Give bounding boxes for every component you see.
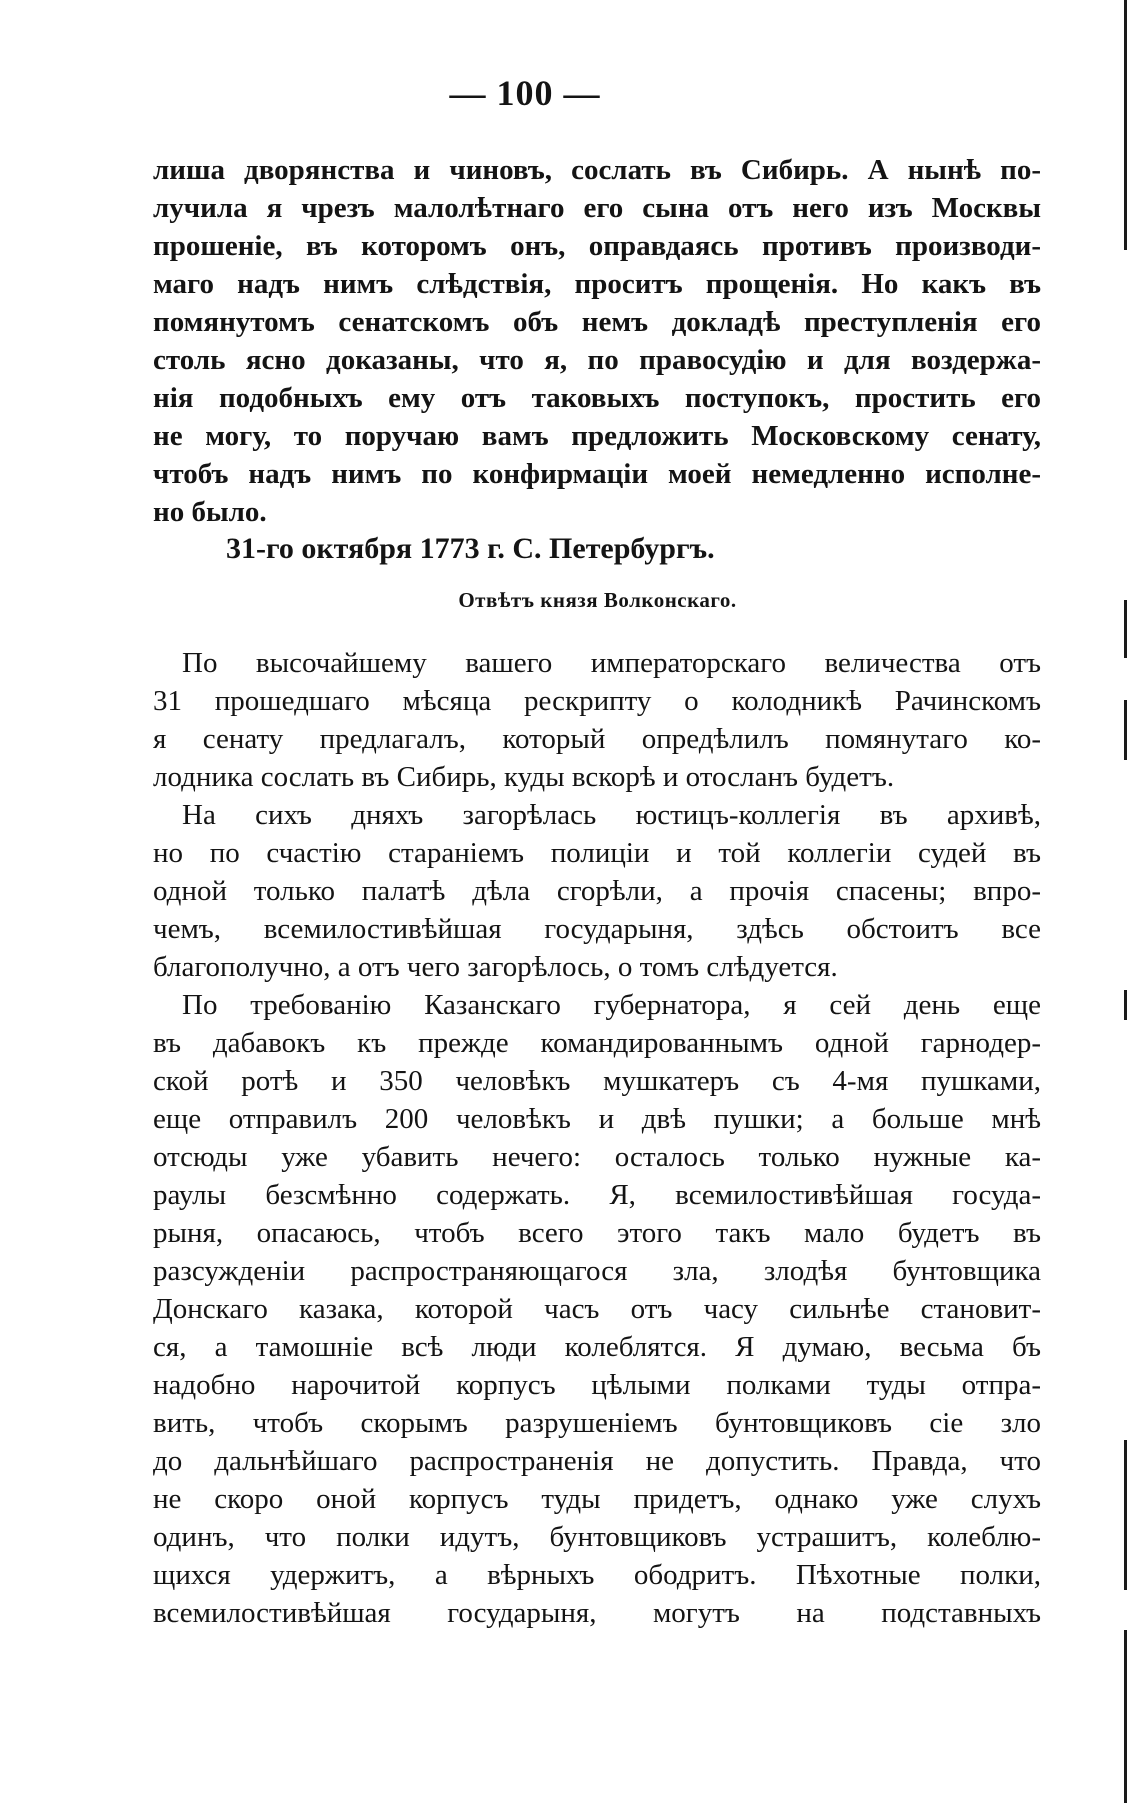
text-line: разсужденіи распространяющагося зла, злодѣя бунтовщика xyxy=(153,1255,1041,1287)
text-line: я сенату предлагалъ, который опредѣлилъ помянутаго ко- xyxy=(153,723,1041,755)
text-line: ской ротѣ и 350 человѣкъ мушкатеръ съ 4-мя пушками, xyxy=(153,1065,1041,1097)
text-line: прошеніе, въ которомъ онъ, оправдаясь противъ производи- xyxy=(153,230,1041,262)
text-line: не могу, то поручаю вамъ предложить Московскому сенату, xyxy=(153,420,1041,452)
text-line: одной только палатѣ дѣла сгорѣли, а прочія спасены; впро- xyxy=(153,875,1041,907)
scan-edge-mark xyxy=(1124,1630,1127,1803)
text-line: ся, а тамошніе всѣ люди колеблятся. Я думаю, весьма бъ xyxy=(153,1331,1041,1363)
text-line: чтобъ надъ нимъ по конфирмаціи моей немедленно исполне- xyxy=(153,458,1041,490)
text-line: вить, чтобъ скорымъ разрушеніемъ бунтовщиковъ сіе зло xyxy=(153,1407,1041,1439)
text-line: рыня, опасаюсь, чтобъ всего этого такъ мало будетъ въ xyxy=(153,1217,1041,1249)
text-line: лиша дворянства и чиновъ, сослать въ Сибирь. А нынѣ по- xyxy=(153,154,1041,186)
text-line: но было. xyxy=(153,496,267,528)
page-number: — 100 — xyxy=(449,73,601,113)
text-line: еще отправилъ 200 человѣкъ и двѣ пушки; а больше мнѣ xyxy=(153,1103,1041,1135)
text-line: но по счастію стараніемъ полиціи и той коллегіи судей въ xyxy=(153,837,1041,869)
scan-edge-mark xyxy=(1124,600,1127,658)
scan-edge-mark xyxy=(1124,1440,1127,1590)
text-line: По высочайшему вашего императорскаго величества отъ xyxy=(182,647,1041,679)
letter-date: 31-го октября 1773 г. С. Петербургъ. xyxy=(226,532,715,565)
text-line: Донскаго казака, которой часъ отъ часу сильнѣе становит- xyxy=(153,1293,1041,1325)
scan-edge-mark xyxy=(1124,990,1127,1020)
text-line: столь ясно доказаны, что я, по правосудію и для воздержа- xyxy=(153,344,1041,376)
text-line: помянутомъ сенатскомъ объ немъ докладѣ преступленія его xyxy=(153,306,1041,338)
text-line: не скоро оной корпусъ туды придетъ, однако уже слухъ xyxy=(153,1483,1041,1515)
text-line: раулы безсмѣнно содержать. Я, всемилостивѣйшая госуда- xyxy=(153,1179,1041,1211)
text-line: лодника сослать въ Сибирь, куды вскорѣ и отосланъ будетъ. xyxy=(153,761,895,793)
text-line: благополучно, а отъ чего загорѣлось, о томъ слѣдуется. xyxy=(153,951,838,983)
text-line: всемилостивѣйшая государыня, могутъ на подставныхъ xyxy=(153,1597,1041,1629)
scan-edge-mark xyxy=(1124,0,1127,250)
section-heading: Отвѣтъ князя Волконскаго. xyxy=(458,588,737,612)
text-line: щихся удержитъ, а вѣрныхъ ободритъ. Пѣхотные полки, xyxy=(153,1559,1041,1591)
text-line: На сихъ дняхъ загорѣлась юстицъ-коллегія въ архивѣ, xyxy=(182,799,1041,831)
text-line: одинъ, что полки идутъ, бунтовщиковъ устрашитъ, колеблю- xyxy=(153,1521,1041,1553)
text-line: до дальнѣйшаго распространенія не допустить. Правда, что xyxy=(153,1445,1041,1477)
text-line: 31 прошедшаго мѣсяца рескрипту о колодникѣ Рачинскомъ xyxy=(153,685,1041,717)
text-line: По требованію Казанскаго губернатора, я сей день еще xyxy=(182,989,1041,1021)
text-line: отсюды уже убавить нечего: осталось только нужные ка- xyxy=(153,1141,1041,1173)
text-line: надобно нарочитой корпусъ цѣлыми полками туды отпра- xyxy=(153,1369,1041,1401)
text-line: лучила я чрезъ малолѣтнаго его сына отъ него изъ Москвы xyxy=(153,192,1041,224)
scan-edge-mark xyxy=(1124,700,1127,760)
text-line: маго надъ нимъ слѣдствія, проситъ прощенія. Но какъ въ xyxy=(153,268,1041,300)
text-line: въ дабавокъ къ прежде командированнымъ одной гарнодер- xyxy=(153,1027,1041,1059)
text-line: чемъ, всемилостивѣйшая государыня, здѣсь обстоитъ все xyxy=(153,913,1041,945)
text-line: нія подобныхъ ему отъ таковыхъ поступокъ, простить его xyxy=(153,382,1041,414)
